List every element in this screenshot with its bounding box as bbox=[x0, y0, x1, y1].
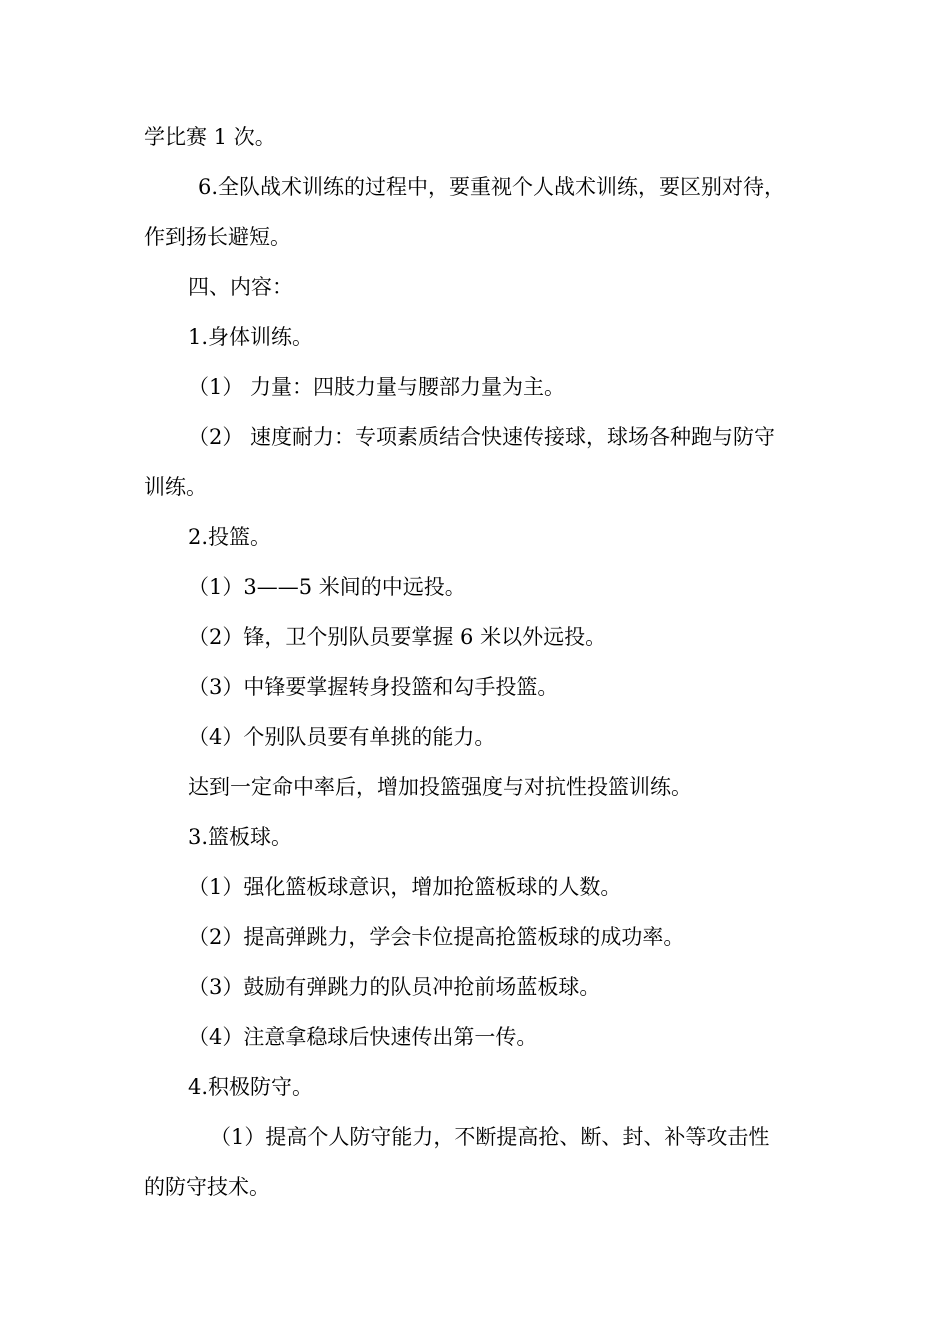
subheading-physical-training: 1.身体训练。 bbox=[188, 325, 314, 349]
list-item-speed-endurance-line-2: 训练。 bbox=[144, 475, 207, 499]
list-item-rebound-awareness: （1）强化篮板球意识，增加抢篮板球的人数。 bbox=[188, 875, 622, 899]
list-item-one-on-one: （4）个别队员要有单挑的能力。 bbox=[188, 725, 496, 749]
subheading-shooting: 2.投篮。 bbox=[188, 525, 272, 549]
subheading-rebounding: 3.篮板球。 bbox=[188, 825, 293, 849]
list-item-first-pass: （4）注意拿稳球后快速传出第一传。 bbox=[188, 1025, 538, 1049]
list-item-center-shots: （3）中锋要掌握转身投篮和勾手投篮。 bbox=[188, 675, 559, 699]
list-item-offensive-rebound: （3）鼓励有弹跳力的队员冲抢前场蓝板球。 bbox=[188, 975, 601, 999]
shooting-note: 达到一定命中率后，增加投篮强度与对抗性投篮训练。 bbox=[188, 775, 692, 799]
list-item-strength: （1） 力量：四肢力量与腰部力量为主。 bbox=[188, 375, 566, 399]
list-item-speed-endurance-line-1: （2） 速度耐力：专项素质结合快速传接球，球场各种跑与防守 bbox=[188, 425, 776, 449]
subheading-active-defense: 4.积极防守。 bbox=[188, 1075, 314, 1099]
item-6-line-2: 作到扬长避短。 bbox=[144, 225, 291, 249]
section-heading-content: 四、内容： bbox=[188, 275, 293, 299]
list-item-mid-range: （1）3——5 米间的中远投。 bbox=[188, 575, 466, 599]
list-item-long-range: （2）锋，卫个别队员要掌握 6 米以外远投。 bbox=[188, 625, 607, 649]
paragraph-continuation-line: 学比赛 1 次。 bbox=[144, 125, 276, 149]
list-item-jumping: （2）提高弹跳力，学会卡位提高抢篮板球的成功率。 bbox=[188, 925, 685, 949]
list-item-defense-line-2: 的防守技术。 bbox=[144, 1175, 270, 1199]
item-6-line-1: 6.全队战术训练的过程中，要重视个人战术训练，要区别对待， bbox=[198, 175, 786, 199]
list-item-defense-line-1: （1）提高个人防守能力，不断提高抢、断、封、补等攻击性 bbox=[210, 1125, 770, 1149]
